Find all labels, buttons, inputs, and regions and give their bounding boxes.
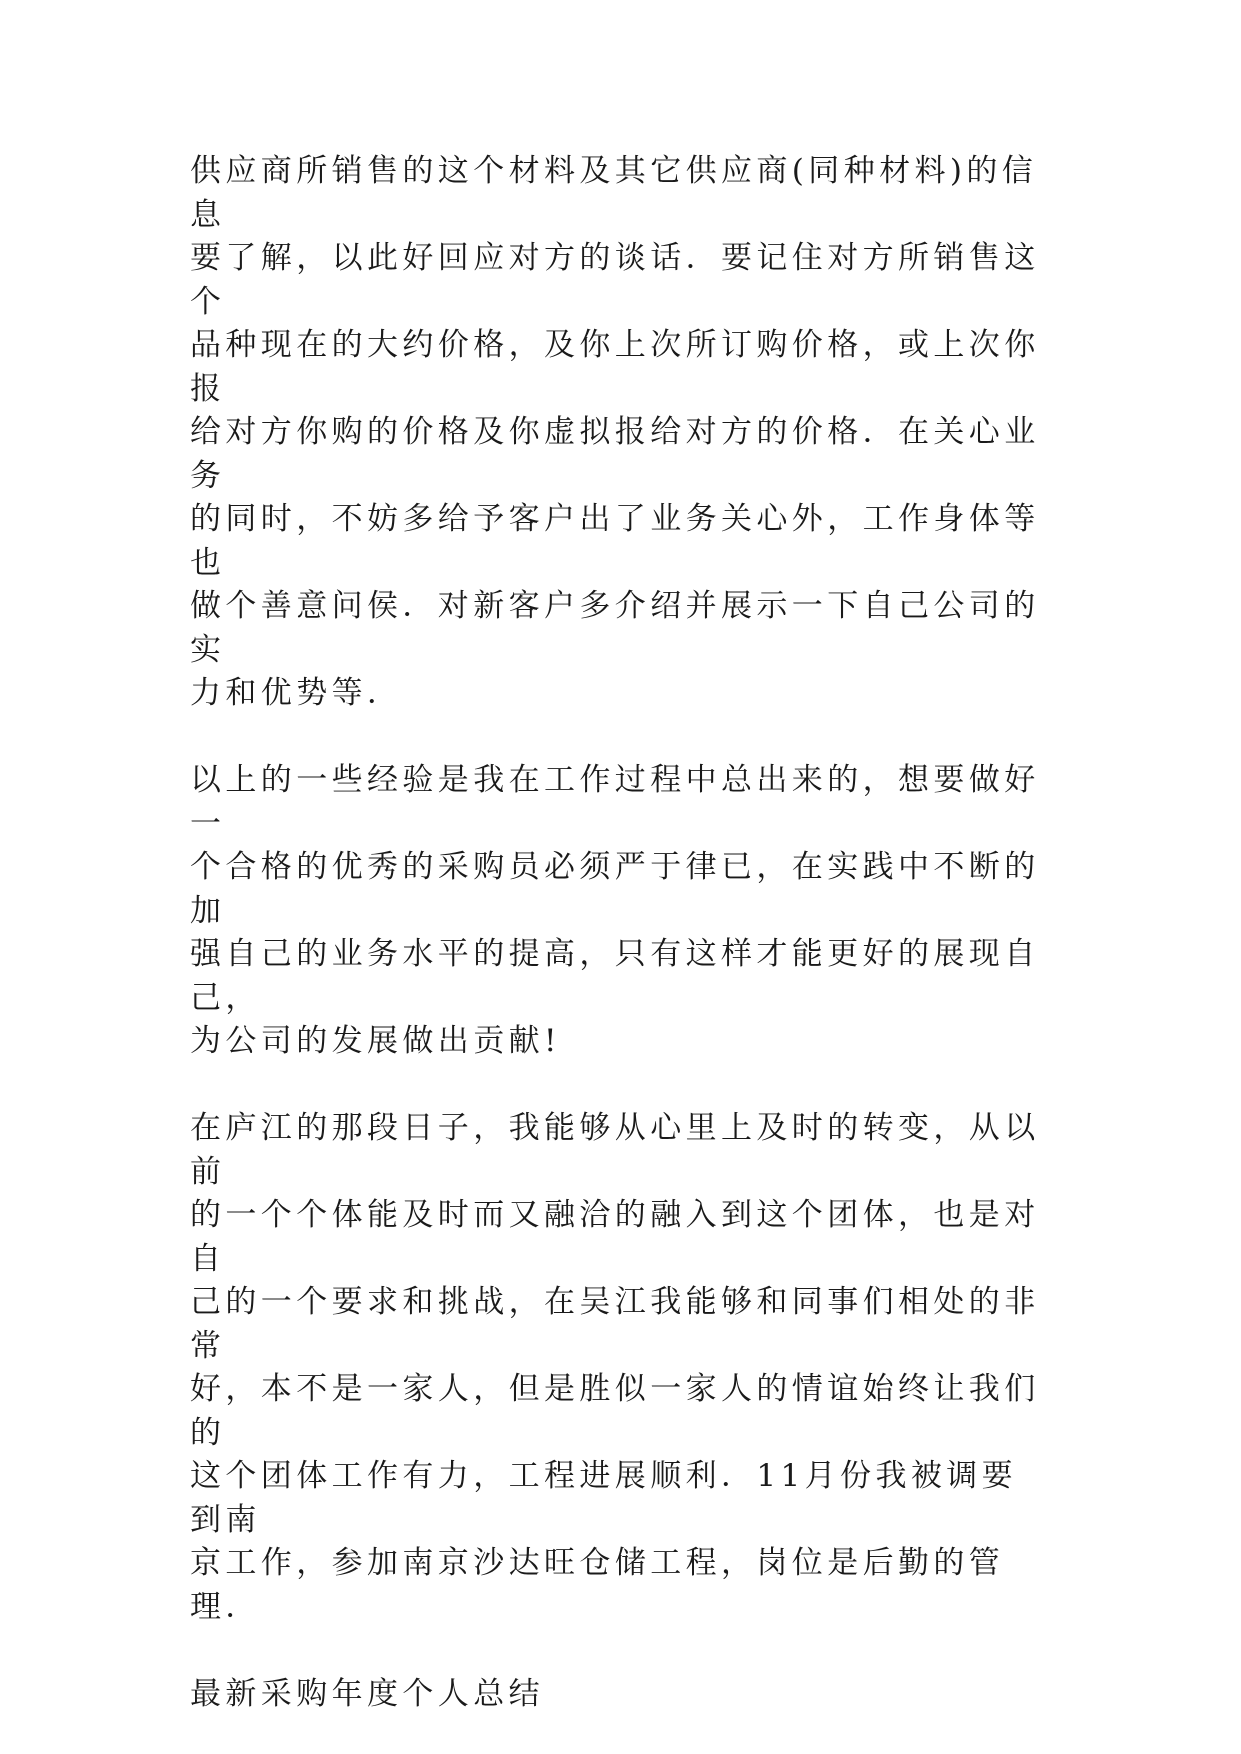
text-line: 个合格的优秀的采购员必须严于律已，在实践中不断的加 bbox=[190, 849, 1040, 929]
text-line: 京工作，参加南京沙达旺仓储工程，岗位是后勤的管理． bbox=[190, 1545, 1005, 1625]
text-line: 以上的一些经验是我在工作过程中总出来的，想要做好一 bbox=[190, 762, 1040, 842]
paragraph-lujiang bbox=[190, 1107, 1050, 1629]
text-line: 供应商所销售的这个材料及其它供应商(同种材料)的信息 bbox=[190, 153, 1038, 233]
text-line: 己的一个要求和挑战，在吴江我能够和同事们相处的非常 bbox=[190, 1284, 1040, 1364]
text-line: 要了解，以此好回应对方的谈话．要记住对方所销售这个 bbox=[190, 240, 1040, 320]
section-title: 最新采购年度个人总结 bbox=[190, 1675, 544, 1712]
paragraph-gap bbox=[190, 716, 1050, 760]
text-line: 在庐江的那段日子，我能够从心里上及时的转变，从以前 bbox=[190, 1110, 1040, 1190]
text-line: 为公司的发展做出贡献! bbox=[190, 1023, 561, 1059]
paragraph-title bbox=[190, 1673, 1050, 1717]
text-line: 好，本不是一家人，但是胜似一家人的情谊始终让我们的 bbox=[190, 1371, 1040, 1451]
text-line: 这个团体工作有力，工程进展顺利．11月份我被调要到南 bbox=[190, 1458, 1018, 1538]
text-line: 的同时，不妨多给予客户出了业务关心外，工作身体等也 bbox=[190, 501, 1040, 581]
text-line: 品种现在的大约价格，及你上次所订购价格，或上次你报 bbox=[190, 327, 1040, 407]
text-line: 给对方你购的价格及你虚拟报给对方的价格．在关心业务 bbox=[190, 414, 1040, 494]
paragraph-experience bbox=[190, 759, 1050, 1064]
paragraph-gap bbox=[190, 1064, 1050, 1108]
text-line: 的一个个体能及时而又融洽的融入到这个团体，也是对自 bbox=[190, 1197, 1040, 1277]
document-page bbox=[190, 150, 1050, 1716]
text-line: 做个善意问侯．对新客户多介绍并展示一下自己公司的实 bbox=[190, 588, 1040, 668]
paragraph-gap bbox=[190, 1629, 1050, 1673]
text-line: 强自己的业务水平的提高，只有这样才能更好的展现自己， bbox=[190, 936, 1040, 1016]
paragraph-supplier-info bbox=[190, 150, 1050, 716]
text-line: 力和优势等． bbox=[190, 675, 403, 711]
